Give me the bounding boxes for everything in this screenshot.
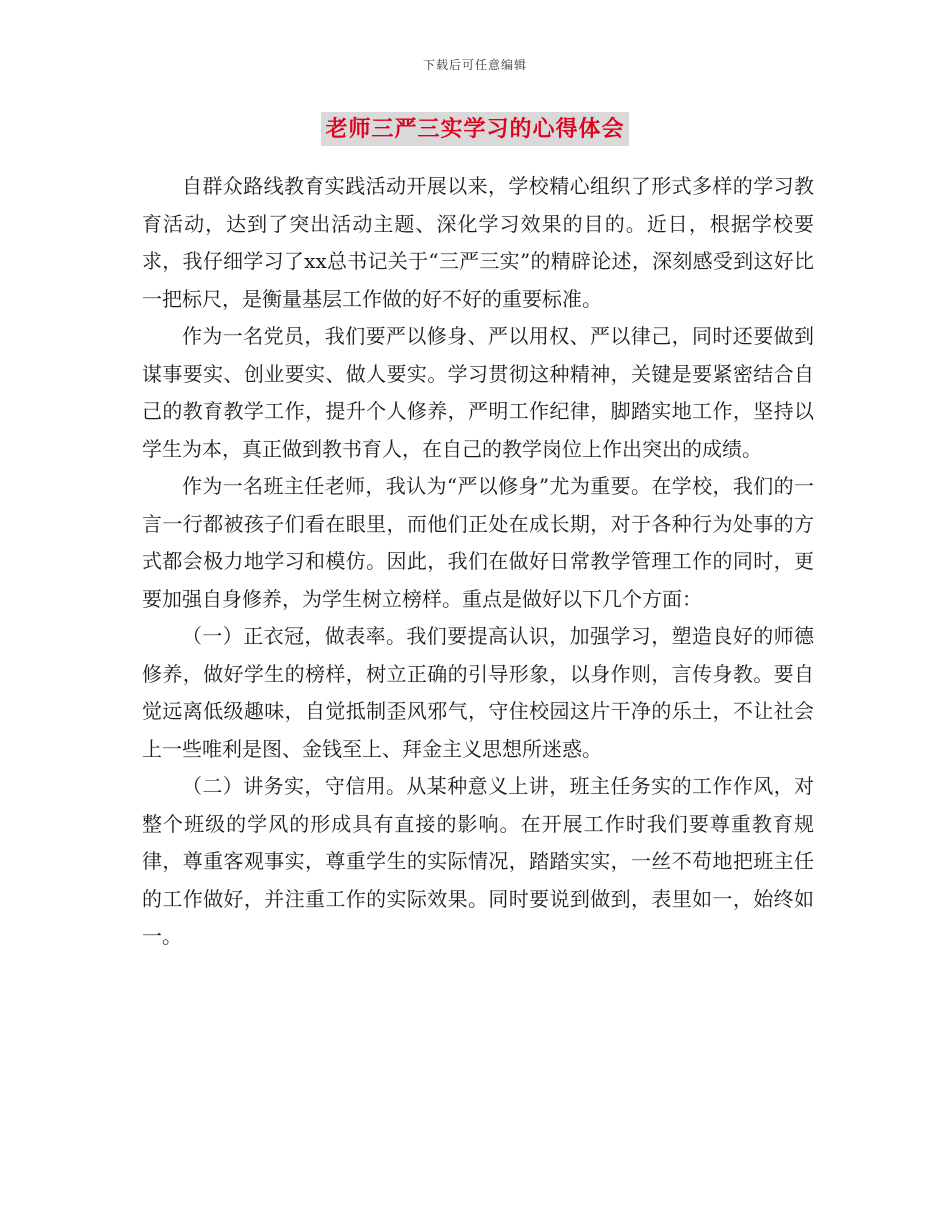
paragraph-party-member: 作为一名党员，我们要严以修身、严以用权、严以律己，同时还要做到谋事要实、创业要实、做人要实。学习贯彻这种精神，关键是要紧密结合自己的教育教学工作，提升个人修养，严明工作纪律，脚踏实地工作，坚持以学生为本，真正做到教书育人，在自己的教学岗位上作出突出的成绩。 — [142, 324, 814, 461]
document-body — [142, 168, 814, 956]
paragraph-head-teacher: 作为一名班主任老师，我认为“严以修身”尤为重要。在学校，我们的一言一行都被孩子们看在眼里，而他们正处在成长期，对于各种行为处事的方式都会极力地学习和模仿。因此，我们在做好日常教学管理工作的同时，更要加强自身修养，为学生树立榜样。重点是做好以下几个方面： — [142, 474, 814, 611]
paragraph-point-two: （二）讲务实，守信用。从某种意义上讲，班主任务实的工作作风，对整个班级的学风的形成具有直接的影响。在开展工作时我们要尊重教育规律，尊重客观事实，尊重学生的实际情况，踏踏实实，一丝不苟地把班主任的工作做好，并注重工作的实际效果。同时要说到做到，表里如一，始终如一。 — [142, 774, 814, 948]
paragraph-intro: 自群众路线教育实践活动开展以来，学校精心组织了形式多样的学习教育活动，达到了突出活动主题、深化学习效果的目的。近日，根据学校要求，我仔细学习了xx总书记关于“三严三实”的精辟论述，深刻感受到这好比一把标尺，是衡量基层工作做的好不好的重要标准。 — [142, 174, 814, 311]
document-title: 老师三严三实学习的心得体会 — [321, 112, 628, 146]
title-container — [0, 112, 950, 146]
paragraph-point-one: （一）正衣冠，做表率。我们要提高认识，加强学习，塑造良好的师德修养，做好学生的榜样，树立正确的引导形象，以身作则，言传身教。要自觉远离低级趣味，自觉抵制歪风邪气，守住校园这片干净的乐土，不让社会上一些唯利是图、金钱至上、拜金主义思想所迷惑。 — [142, 624, 814, 761]
page-header-note: 下载后可任意编辑 — [422, 58, 527, 72]
